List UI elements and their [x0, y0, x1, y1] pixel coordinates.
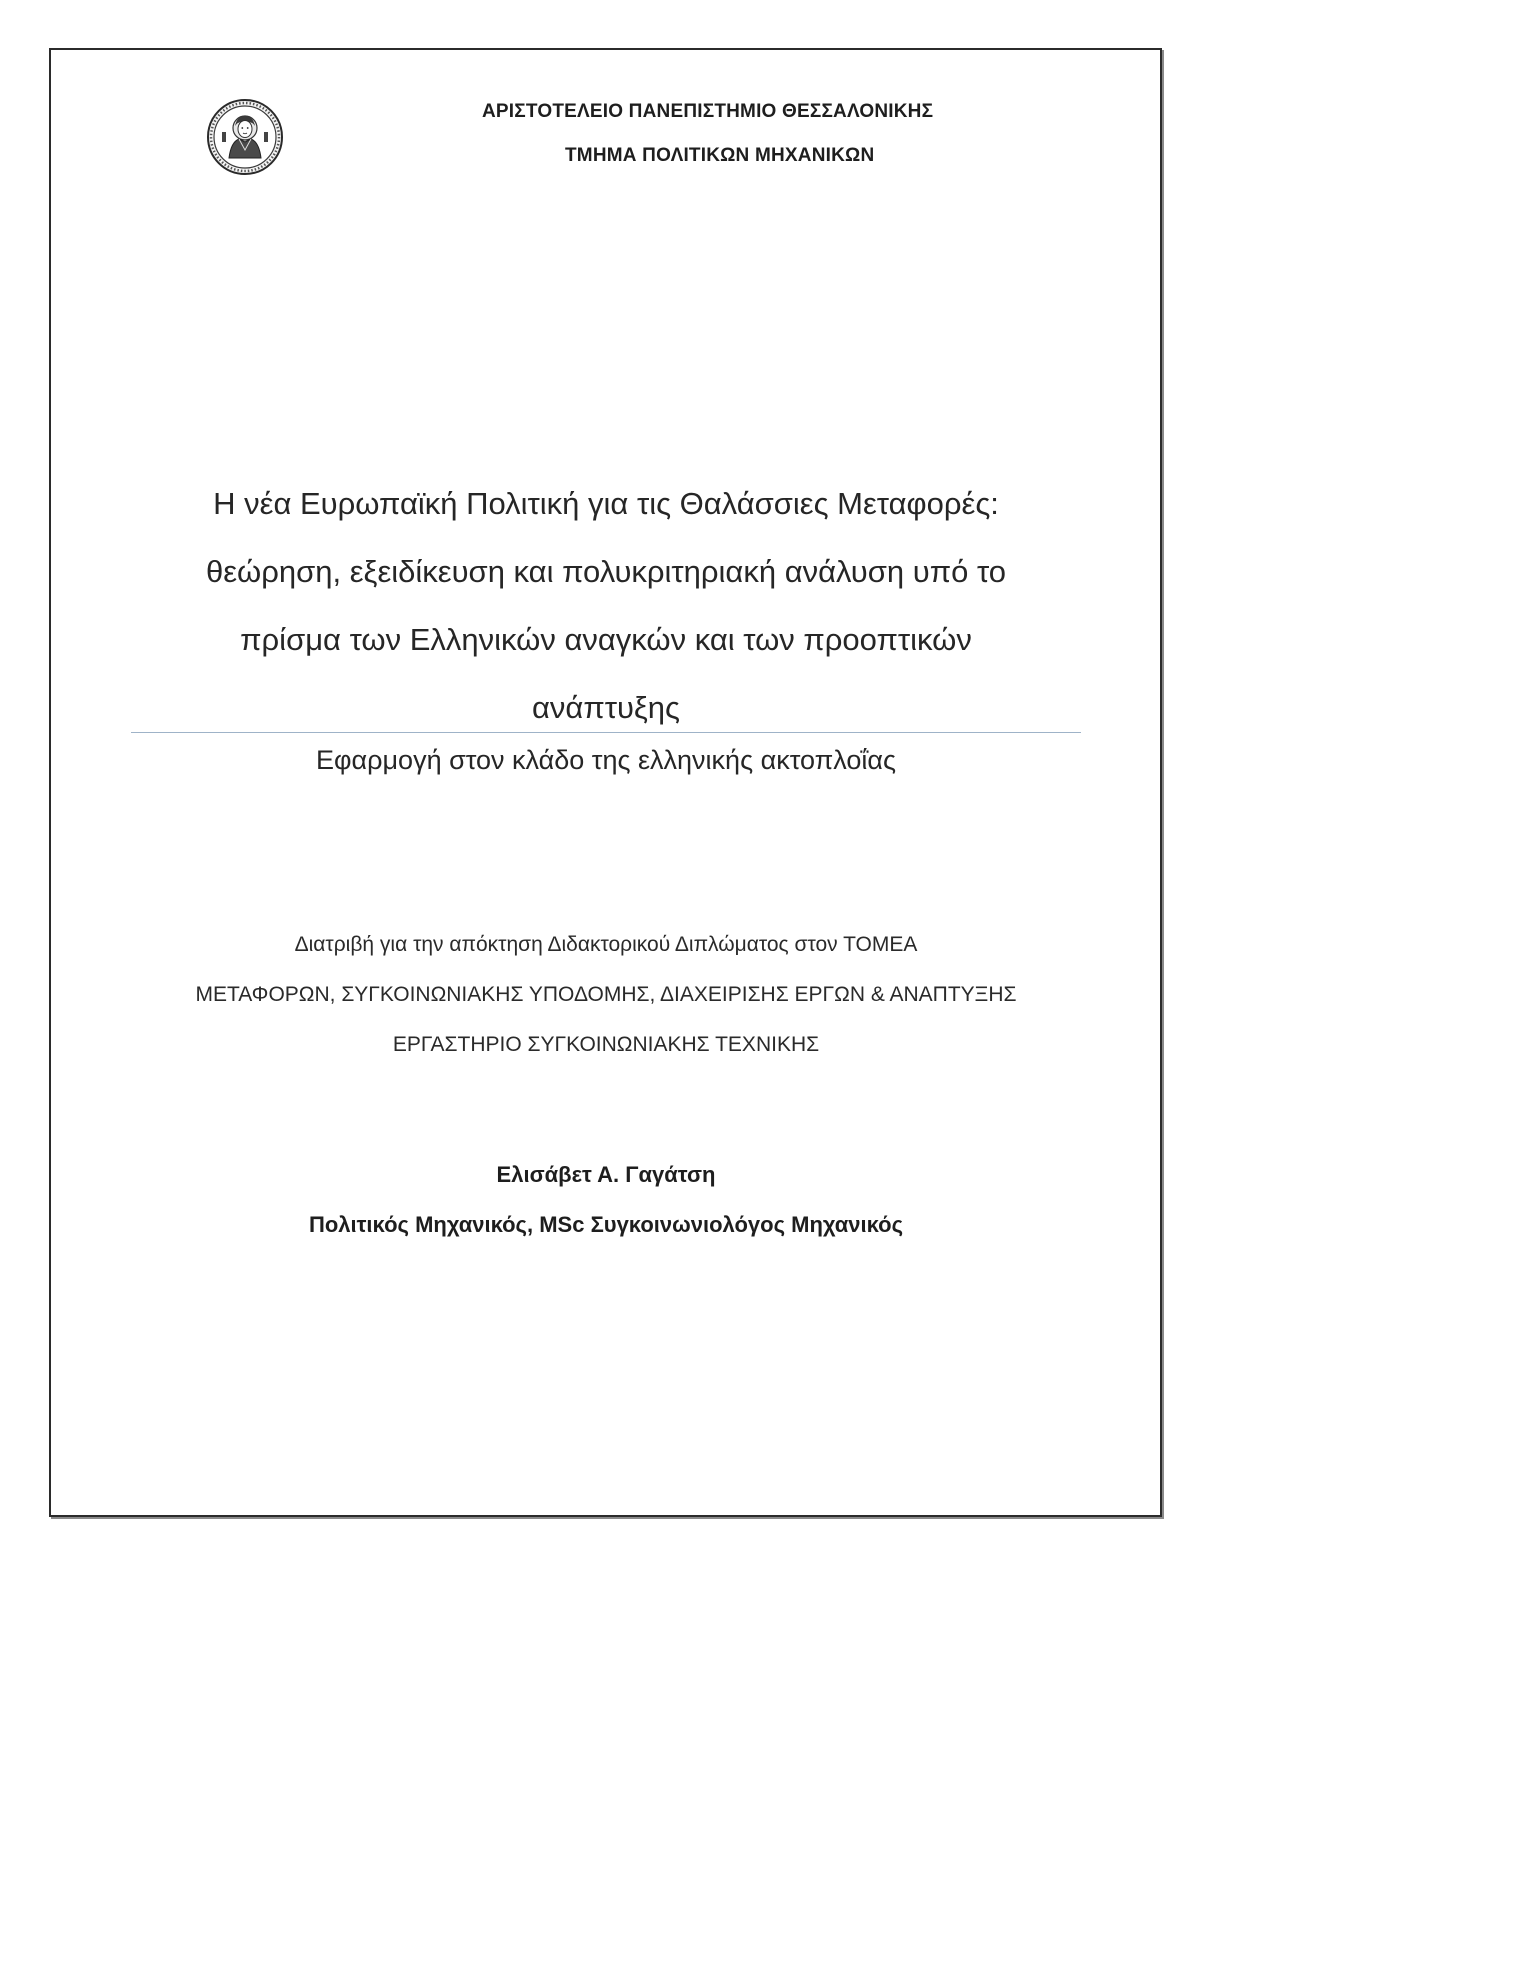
- page-border-frame: [49, 48, 1162, 1517]
- title-line: θεώρηση, εξειδίκευση και πολυκριτηριακή ανάλυση υπό το: [206, 554, 1006, 589]
- author-credentials: Πολιτικός Μηχανικός, MSc Συγκοινωνιολόγος Μηχανικός: [308, 1212, 904, 1237]
- author-info: [150, 1150, 1062, 1250]
- dissertation-line: ΕΡΓΑΣΤΗΡΙΟ ΣΥΓΚΟΙΝΩΝΙΑΚΗΣ ΤΕΧΝΙΚΗΣ: [392, 1033, 820, 1056]
- thesis-title: [150, 470, 1062, 742]
- author-name: Ελισάβετ Α. Γαγάτση: [496, 1162, 716, 1187]
- dissertation-line: ΜΕΤΑΦΟΡΩΝ, ΣΥΓΚΟΙΝΩΝΙΑΚΗΣ ΥΠΟΔΟΜΗΣ, ΔΙΑΧΕΙΡΙΣΗΣ ΕΡΓΩΝ & ΑΝΑΠΤΥΞΗΣ: [195, 983, 1017, 1006]
- title-line: Η νέα Ευρωπαϊκή Πολιτική για τις Θαλάσσιες Μεταφορές:: [213, 486, 999, 521]
- dissertation-line: Διατριβή για την απόκτηση Διδακτορικού Διπλώματος στον ΤΟΜΕΑ: [294, 933, 918, 956]
- university-seal-icon: [206, 98, 284, 176]
- title-line: ανάπτυξης: [532, 690, 680, 725]
- title-divider: [131, 732, 1081, 733]
- dissertation-statement: [120, 920, 1092, 1070]
- department-name: ΤΜΗΜΑ ΠΟΛΙΤΙΚΩΝ ΜΗΧΑΝΙΚΩΝ: [565, 145, 875, 166]
- title-line: πρίσμα των Ελληνικών αναγκών και των προοπτικών: [240, 622, 972, 657]
- university-name: ΑΡΙΣΤΟΤΕΛΕΙΟ ΠΑΝΕΠΙΣΤΗΜΙΟ ΘΕΣΣΑΛΟΝΙΚΗΣ: [482, 101, 934, 122]
- thesis-subtitle: Εφαρμογή στον κλάδο της ελληνικής ακτοπλοΐας: [316, 745, 896, 775]
